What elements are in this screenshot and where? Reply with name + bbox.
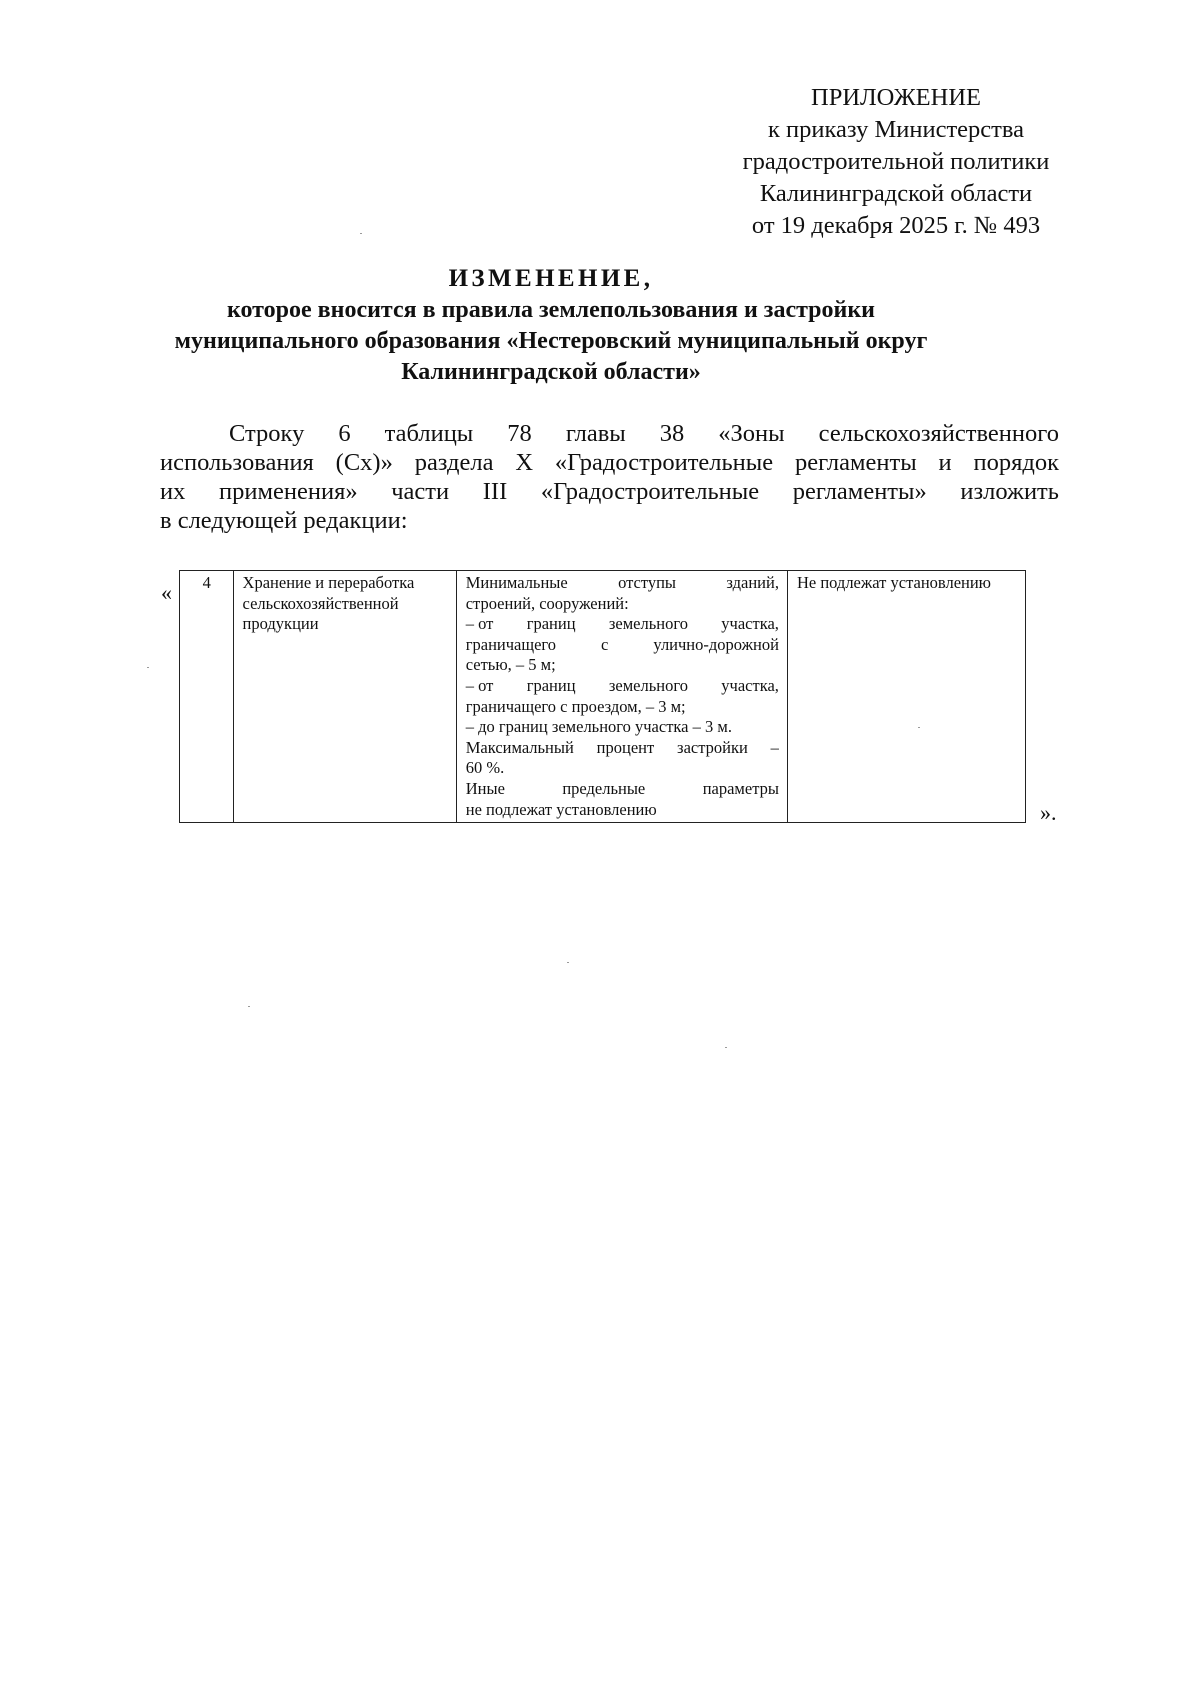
word: части xyxy=(391,478,450,505)
word: использования xyxy=(160,449,314,476)
title-line-2: муниципального образования «Нестеровский муниципальный округ xyxy=(174,328,928,354)
word: с xyxy=(601,634,609,654)
word: – от xyxy=(465,614,494,634)
param-line-3 xyxy=(466,614,779,635)
param-line-2: строений, сооружений: xyxy=(465,593,629,613)
word: граничащего xyxy=(465,634,556,654)
scan-speck xyxy=(248,1006,250,1007)
paragraph-line-2 xyxy=(160,448,1059,477)
scan-speck xyxy=(567,962,569,963)
word: границ xyxy=(526,675,576,695)
word: – от xyxy=(465,675,494,695)
word: III xyxy=(482,478,508,505)
word: границ xyxy=(526,614,576,634)
word: раздела xyxy=(414,449,494,476)
param-line-11 xyxy=(466,779,779,800)
word: их xyxy=(160,478,186,505)
word: 38 xyxy=(659,420,685,447)
word: регламенты xyxy=(794,449,917,476)
row-number: 4 xyxy=(202,573,211,592)
word: 6 xyxy=(338,420,351,447)
param-line-4 xyxy=(466,635,779,656)
word: 78 xyxy=(507,420,532,447)
word: параметры xyxy=(702,778,779,798)
land-use-type-line-2: сельскохозяйственной xyxy=(242,593,399,613)
word: изложить xyxy=(960,478,1059,505)
word: процент xyxy=(596,737,655,757)
word: «Градостроительные xyxy=(540,478,760,505)
paragraph-line-1 xyxy=(160,419,1059,448)
word: – xyxy=(770,737,779,757)
param-line-12: не подлежат установлению xyxy=(465,799,657,819)
param-line-7: граничащего с проездом, – 3 м; xyxy=(465,696,686,716)
word: участка, xyxy=(721,614,779,634)
other-parameters-cell xyxy=(787,571,1025,823)
word: земельного xyxy=(608,675,688,695)
opening-quote-mark: « xyxy=(161,580,172,605)
word: Строку xyxy=(229,420,305,447)
word: застройки xyxy=(677,737,748,757)
land-use-type-cell xyxy=(233,571,456,823)
limit-parameters-cell xyxy=(456,571,787,823)
annex-ministry-line: градостроительной политики xyxy=(742,148,1050,175)
word: X xyxy=(515,449,534,476)
annex-date-number: от 19 декабря 2025 г. № 493 xyxy=(751,212,1041,239)
word: Максимальный xyxy=(465,737,574,757)
scan-speck xyxy=(725,1047,727,1048)
word: порядок xyxy=(973,449,1059,476)
document-title xyxy=(0,263,1102,388)
word: и xyxy=(938,449,952,476)
word: таблицы xyxy=(384,420,474,447)
word: предельные xyxy=(562,778,646,798)
word: зданий, xyxy=(726,573,779,592)
closing-quote-mark: ». xyxy=(1040,800,1057,825)
annex-header xyxy=(700,82,1092,242)
word: Минимальные xyxy=(465,573,568,592)
title-heading: ИЗМЕНЕНИЕ, xyxy=(448,265,654,292)
word: отступы xyxy=(618,573,677,592)
paragraph-line-4: в следующей редакции: xyxy=(160,507,408,534)
annex-title: ПРИЛОЖЕНИЕ xyxy=(811,84,981,111)
word: регламенты» xyxy=(792,478,927,505)
body-paragraph xyxy=(160,419,1059,535)
paragraph-line-3 xyxy=(160,477,1059,506)
annex-order-line: к приказу Министерства xyxy=(768,116,1024,143)
word: сельскохозяйственного xyxy=(818,420,1059,447)
word: улично-дорожной xyxy=(653,634,779,654)
word: «Зоны xyxy=(718,420,785,447)
word: главы xyxy=(565,420,626,447)
word: «Градостроительные xyxy=(554,449,774,476)
word: (Сх)» xyxy=(335,449,393,476)
annex-region-line: Калининградской области xyxy=(759,180,1033,207)
param-line-8: – до границ земельного участка – 3 м. xyxy=(465,717,732,737)
word: участка, xyxy=(721,675,779,695)
scan-speck xyxy=(147,667,149,668)
param-line-9 xyxy=(466,738,779,759)
amendment-table xyxy=(179,570,1026,823)
title-line-3: Калининградской области» xyxy=(401,359,701,385)
other-parameters-text: Не подлежат установлению xyxy=(796,573,992,592)
param-line-6 xyxy=(466,676,779,697)
param-line-5: сетью, – 5 м; xyxy=(465,655,556,675)
land-use-type-line-1: Хранение и переработка xyxy=(242,573,415,592)
word: применения» xyxy=(219,478,358,505)
title-line-1: которое вносится в правила землепользования и застройки xyxy=(226,297,876,323)
table-row xyxy=(180,571,1026,823)
param-line-10: 60 %. xyxy=(465,758,505,778)
word: земельного xyxy=(608,614,688,634)
param-line-1 xyxy=(466,573,779,594)
land-use-type-line-3: продукции xyxy=(242,614,319,634)
word: Иные xyxy=(465,778,505,798)
scan-speck xyxy=(918,727,920,728)
row-number-cell xyxy=(180,571,234,823)
scan-speck xyxy=(360,233,362,234)
